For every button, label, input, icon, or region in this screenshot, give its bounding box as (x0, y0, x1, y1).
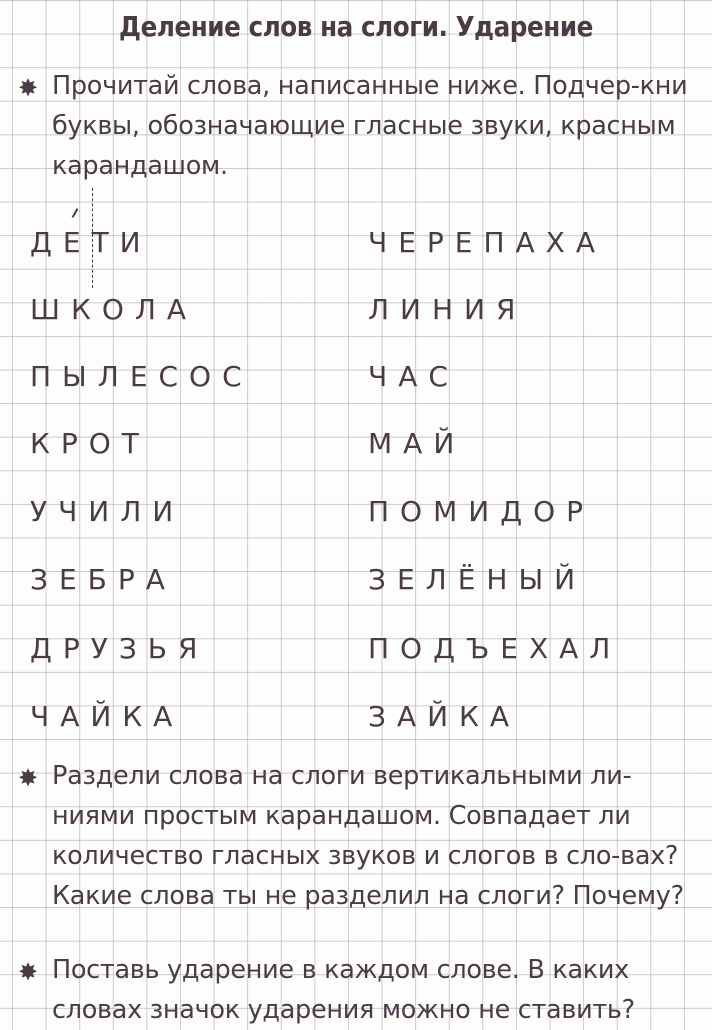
task-2 (18, 756, 692, 916)
syllable-divider-line (92, 188, 93, 288)
task-marker-icon: ✸ (18, 74, 38, 102)
word-left-7: ДРУЗЬЯ (30, 632, 209, 665)
word-right-2: ЛИНИЯ (368, 293, 527, 326)
task-marker-icon: ✸ (18, 764, 38, 792)
task-2-text: Раздели слова на слоги вертикальными ли-ниями простым карандашом. Совпадает ли количество гласных звуков и слогов в сло-вах? Какие слова ты не разделил на слоги? Почему? (52, 761, 684, 911)
word-left-1: ДЕТИ (30, 226, 152, 259)
word-left-5: УЧИЛИ (30, 495, 185, 528)
word-right-7: ПОДЪЕХАЛ (368, 632, 622, 665)
word-right-6: ЗЕЛЁНЫЙ (368, 563, 587, 596)
word-right-4: МАЙ (368, 427, 466, 460)
task-3 (18, 950, 692, 1030)
page-title: Деление слов на слоги. Ударение (119, 10, 593, 43)
word-right-3: ЧАС (368, 360, 459, 393)
task-1-text: Прочитай слова, написанные ниже. Подчер-кни буквы, обозначающие гласные звуки, красным карандашом. (52, 71, 688, 181)
word-right-8: ЗАЙКА (368, 700, 521, 733)
word-left-2: ШКОЛА (30, 293, 198, 326)
word-right-5: ПОМИДОР (368, 495, 594, 528)
task-3-text: Поставь ударение в каждом слове. В каких словах значок ударения можно не ставить? (52, 955, 635, 1025)
stress-mark-icon (72, 208, 79, 218)
word-left-6: ЗЕБРА (30, 563, 176, 596)
word-left-4: КРОТ (30, 427, 150, 460)
word-left-3: ПЫЛЕСОС (30, 360, 253, 393)
task-marker-icon: ✸ (18, 958, 38, 986)
word-right-1: ЧЕРЕПАХА (368, 226, 607, 259)
word-left-8: ЧАЙКА (30, 700, 184, 733)
